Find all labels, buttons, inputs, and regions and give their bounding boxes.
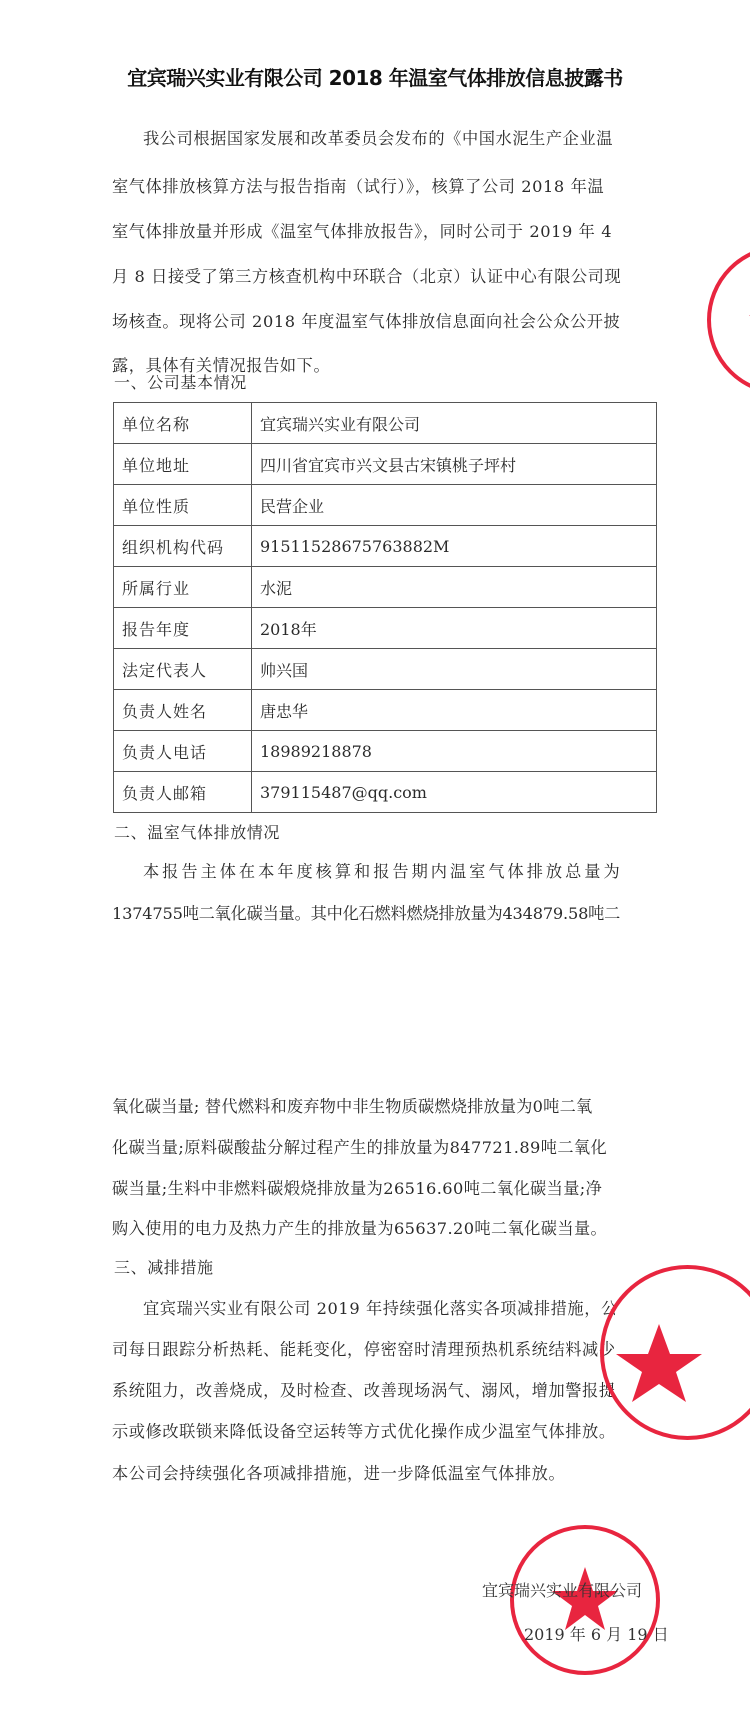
company-info-table	[113, 402, 657, 813]
row-value: 宜宾瑞兴实业有限公司	[252, 403, 657, 444]
row-value: 帅兴国	[252, 649, 657, 690]
emissions-line-5: 碳当量;生料中非燃料碳煅烧排放量为26516.60吨二氧化碳当量;净	[112, 1179, 603, 1198]
row-label: 负责人邮箱	[114, 772, 252, 813]
row-label: 单位地址	[114, 444, 252, 485]
seal-star-icon	[711, 249, 750, 399]
table-row	[114, 526, 657, 567]
company-seal-top	[707, 245, 750, 395]
emissions-line-3: 氧化碳当量; 替代燃料和废弃物中非生物质碳燃烧排放量为0吨二氧	[112, 1097, 593, 1116]
table-row	[114, 608, 657, 649]
seal-star-icon	[604, 1269, 750, 1444]
intro-line-5: 场核查。现将公司 2018 年度温室气体排放信息面向社会公众公开披	[112, 312, 621, 331]
emissions-line-6: 购入使用的电力及热力产生的排放量为65637.20吨二氧化碳当量。	[112, 1219, 608, 1238]
section3-heading: 三、减排措施	[114, 1258, 214, 1277]
measures-line-1: 宜宾瑞兴实业有限公司 2019 年持续强化落实各项减排措施，公	[143, 1299, 618, 1318]
row-value: 379115487@qq.com	[252, 772, 657, 813]
emissions-line-2: 1374755吨二氧化碳当量。其中化石燃料燃烧排放量为434879.58吨二	[112, 904, 621, 923]
table-row	[114, 567, 657, 608]
emissions-line-4: 化碳当量;原料碳酸盐分解过程产生的排放量为847721.89吨二氧化	[112, 1138, 608, 1157]
table-row	[114, 731, 657, 772]
intro-line-2: 室气体排放核算方法与报告指南（试行）》，核算了公司 2018 年温	[112, 177, 605, 196]
emissions-line-1: 本报告主体在本年度核算和报告期内温室气体排放总量为	[143, 862, 623, 881]
table-row	[114, 444, 657, 485]
intro-line-1: 我公司根据国家发展和改革委员会发布的《中国水泥生产企业温	[143, 129, 614, 148]
section2-heading: 二、温室气体排放情况	[114, 823, 281, 842]
row-value: 唐忠华	[252, 690, 657, 731]
row-label: 负责人电话	[114, 731, 252, 772]
document-title: 宜宾瑞兴实业有限公司 2018 年温室气体排放信息披露书	[127, 66, 623, 90]
table-row	[114, 485, 657, 526]
measures-line-3: 系统阻力，改善烧成，及时检查、改善现场涡气、溺风，增加警报提	[112, 1381, 616, 1400]
measures-line-5: 本公司会持续强化各项减排措施，进一步降低温室气体排放。	[112, 1464, 566, 1483]
signature-date: 2019 年 6 月 19 日	[524, 1625, 669, 1644]
row-label: 报告年度	[114, 608, 252, 649]
measures-line-2: 司每日跟踪分析热耗、能耗变化，停密窑时清理预热机系统结料减少	[112, 1340, 616, 1359]
section1-heading: 一、公司基本情况	[114, 373, 247, 392]
table-row	[114, 649, 657, 690]
row-value: 2018年	[252, 608, 657, 649]
row-value: 18989218878	[252, 731, 657, 772]
table-row	[114, 690, 657, 731]
table-row	[114, 403, 657, 444]
row-value: 91511528675763882M	[252, 526, 657, 567]
row-label: 法定代表人	[114, 649, 252, 690]
measures-line-4: 示或修改联锁来降低设备空运转等方式优化操作成少温室气体排放。	[112, 1422, 616, 1441]
intro-line-6: 露，具体有关情况报告如下。	[112, 356, 331, 375]
row-value: 水泥	[252, 567, 657, 608]
intro-line-4: 月 8 日接受了第三方核查机构中环联合（北京）认证中心有限公司现	[112, 267, 622, 286]
row-label: 负责人姓名	[114, 690, 252, 731]
table-row	[114, 772, 657, 813]
row-label: 组织机构代码	[114, 526, 252, 567]
row-value: 四川省宜宾市兴文县古宋镇桃子坪村	[252, 444, 657, 485]
row-label: 单位性质	[114, 485, 252, 526]
row-value: 民营企业	[252, 485, 657, 526]
intro-line-3: 室气体排放量并形成《温室气体排放报告》，同时公司于 2019 年 4	[112, 222, 613, 241]
row-label: 所属行业	[114, 567, 252, 608]
signature-company: 宜宾瑞兴实业有限公司	[482, 1581, 643, 1600]
row-label: 单位名称	[114, 403, 252, 444]
company-seal-middle	[600, 1265, 750, 1440]
